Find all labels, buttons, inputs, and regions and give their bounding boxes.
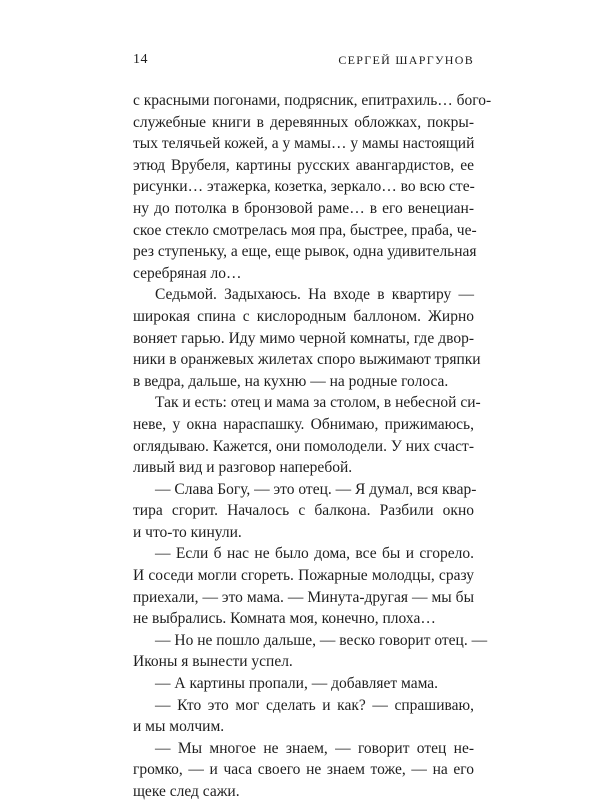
text-line: рисунки… этажерка, козетка, зеркало… во всю сте-: [133, 178, 475, 196]
text-line: — Слава Богу, — это отец. — Я думал, вся квар-: [155, 480, 477, 498]
text-line: Седьмой. Задыхаюсь. На входе в квартиру —: [155, 286, 474, 304]
text-line: громко, — и часа своего не знаем тоже, — на его: [133, 761, 474, 779]
text-line: неве, у окна нараспашку. Обнимаю, прижимаюсь,: [133, 415, 474, 433]
text-line: — Но не пошло дальше, — веско говорит отец. —: [155, 631, 488, 649]
text-line: оглядываю. Кажется, они помолодели. У них счаст-: [133, 437, 474, 455]
text-line: — А картины пропали, — добавляет мама.: [155, 675, 439, 693]
text-line: щеке след сажи.: [133, 783, 240, 800]
text-line: ники в оранжевых жилетах споро выжимают тряпки: [133, 351, 481, 369]
text-line: рез ступеньку, а еще, еще рывок, одна удивительная: [133, 243, 477, 261]
text-line: — Кто это мог сделать и как? — спрашиваю,: [155, 696, 474, 714]
text-line: серебряная ло…: [133, 264, 242, 282]
text-line: тира сгорит. Началось с балкона. Разбили окно: [133, 502, 474, 520]
text-line: и что-то кинули.: [133, 523, 242, 541]
text-line: Так и есть: отец и мама за столом, в небесной си-: [155, 394, 481, 412]
text-line: — Мы многое не знаем, — говорит отец не-: [155, 739, 474, 757]
text-line: служебные книги в деревянных обложках, покры-: [133, 113, 474, 131]
author-name: СЕРГЕЙ ШАРГУНОВ: [338, 53, 474, 67]
text-line: ливый вид и разговор наперебой.: [133, 459, 353, 477]
text-line: и мы молчим.: [133, 718, 225, 736]
text-line: Иконы я вынести успел.: [133, 653, 293, 671]
text-line: воняет гарью. Иду мимо черной комнаты, где двор-: [133, 329, 474, 347]
text-line: в ведра, дальше, на кухню — на родные голоса.: [133, 372, 449, 390]
running-header: [133, 52, 474, 72]
text-line: ну до потолка в бронзовой раме… в его венециан-: [133, 199, 474, 217]
text-line: приехали, — это мама. — Минута-другая — мы бы: [133, 588, 474, 606]
text-line: И соседи могли сгореть. Пожарные молодцы, сразу: [133, 567, 474, 585]
text-line: не выбрались. Комната моя, конечно, плоха…: [133, 610, 436, 628]
page-number: 14: [133, 52, 148, 67]
text-line: — Если б нас не было дома, все бы и сгорело.: [155, 545, 474, 563]
text-line: ское стекло смотрелась моя пра, быстрее, праба, че-: [133, 221, 477, 239]
text-line: этюд Врубеля, картины русских авангардистов, ее: [133, 156, 474, 174]
text-line: с красными погонами, подрясник, епитрахиль… бого-: [133, 92, 492, 109]
text-line: тых телячьей кожей, а у мамы… у мамы настоящий: [133, 135, 475, 153]
text-line: широкая спина с кислородным баллоном. Жирно: [133, 307, 474, 325]
body-text: [133, 90, 492, 803]
